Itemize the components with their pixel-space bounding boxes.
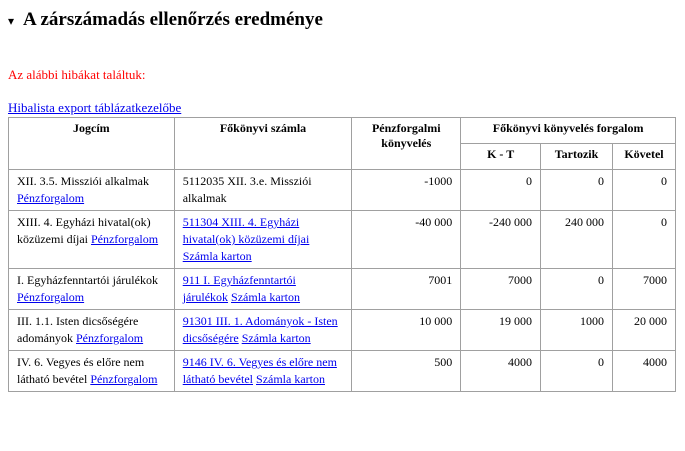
table-row bbox=[9, 269, 676, 310]
header-jogcim: Jogcím bbox=[9, 118, 175, 170]
szamla-cell bbox=[174, 269, 352, 310]
kovetel-value: 4000 bbox=[612, 351, 675, 392]
szamla-karton-link[interactable]: Számla karton bbox=[241, 331, 311, 345]
header-fokonyvi-forgalom: Főkönyvi könyvelés forgalom bbox=[461, 118, 676, 144]
tartozik-value: 240 000 bbox=[541, 211, 613, 269]
jogcim-cell bbox=[9, 351, 175, 392]
jogcim-text: IV. 6. Vegyes és előre nem látható bevétel bbox=[17, 355, 145, 386]
kovetel-value: 20 000 bbox=[612, 310, 675, 351]
penzforgalom-link[interactable]: Pénzforgalom bbox=[17, 191, 85, 205]
section-header bbox=[8, 9, 323, 31]
kovetel-value: 0 bbox=[612, 211, 675, 269]
tartozik-value: 0 bbox=[541, 269, 613, 310]
jogcim-text: XII. 3.5. Missziói alkalmak bbox=[17, 174, 149, 188]
account-text: 5112035 XII. 3.e. Missziói alkalmak bbox=[182, 174, 312, 205]
kt-value: 0 bbox=[461, 170, 541, 211]
penzforgalmi-value: 10 000 bbox=[352, 310, 461, 351]
table-row bbox=[9, 170, 676, 211]
table-row bbox=[9, 211, 676, 269]
szamla-cell bbox=[174, 170, 352, 211]
export-spreadsheet-link[interactable]: Hibalista export táblázatkezelőbe bbox=[8, 100, 182, 115]
tartozik-value: 0 bbox=[541, 351, 613, 392]
error-table bbox=[8, 117, 676, 392]
kt-value: -240 000 bbox=[461, 211, 541, 269]
penzforgalmi-value: 500 bbox=[352, 351, 461, 392]
jogcim-text: III. 1.1. Isten dicsőségére adományok bbox=[17, 314, 139, 345]
kt-value: 4000 bbox=[461, 351, 541, 392]
header-tartozik: Tartozik bbox=[541, 144, 613, 170]
penzforgalmi-value: 7001 bbox=[352, 269, 461, 310]
kt-value: 19 000 bbox=[461, 310, 541, 351]
account-link[interactable]: 91301 III. 1. Adományok - Isten dicsőségére bbox=[182, 314, 338, 345]
header-fokonyvi-szamla: Főkönyvi számla bbox=[174, 118, 352, 170]
jogcim-text: XIII. 4. Egyházi hivatal(ok) közüzemi díjai bbox=[17, 215, 151, 246]
account-link[interactable]: 911 I. Egyházfenntartói járulékok bbox=[182, 273, 296, 304]
kovetel-value: 7000 bbox=[612, 269, 675, 310]
penzforgalom-link[interactable]: Pénzforgalom bbox=[90, 372, 158, 386]
szamla-karton-link[interactable]: Számla karton bbox=[231, 290, 301, 304]
penzforgalmi-value: -40 000 bbox=[352, 211, 461, 269]
penzforgalmi-value: -1000 bbox=[352, 170, 461, 211]
account-link[interactable]: 511304 XIII. 4. Egyházi hivatal(ok) közüzemi díjai bbox=[182, 215, 310, 246]
szamla-cell bbox=[174, 310, 352, 351]
jogcim-cell bbox=[9, 211, 175, 269]
kt-value: 7000 bbox=[461, 269, 541, 310]
tartozik-value: 0 bbox=[541, 170, 613, 211]
collapse-triangle-icon[interactable]: ▾ bbox=[8, 13, 15, 28]
page-title: A zárszámadás ellenőrzés eredménye bbox=[23, 9, 323, 30]
szamla-cell bbox=[174, 211, 352, 269]
table-row bbox=[9, 351, 676, 392]
header-kt: K - T bbox=[461, 144, 541, 170]
szamla-cell bbox=[174, 351, 352, 392]
szamla-karton-link[interactable]: Számla karton bbox=[256, 372, 325, 386]
penzforgalom-link[interactable]: Pénzforgalom bbox=[90, 232, 159, 246]
jogcim-cell bbox=[9, 310, 175, 351]
table-row bbox=[9, 310, 676, 351]
penzforgalom-link[interactable]: Pénzforgalom bbox=[17, 290, 85, 304]
kovetel-value: 0 bbox=[612, 170, 675, 211]
header-kovetel: Követel bbox=[612, 144, 675, 170]
penzforgalom-link[interactable]: Pénzforgalom bbox=[76, 331, 144, 345]
jogcim-cell bbox=[9, 269, 175, 310]
tartozik-value: 1000 bbox=[541, 310, 613, 351]
jogcim-text: I. Egyházfenntartói járulékok bbox=[17, 273, 158, 287]
account-link[interactable]: 9146 IV. 6. Vegyes és előre nem látható bevétel bbox=[182, 355, 337, 386]
header-penzforgalmi: Pénzforgalmi könyvelés bbox=[352, 118, 461, 170]
szamla-karton-link[interactable]: Számla karton bbox=[182, 249, 252, 263]
error-message: Az alábbi hibákat találtuk: bbox=[8, 67, 146, 82]
jogcim-cell bbox=[9, 170, 175, 211]
